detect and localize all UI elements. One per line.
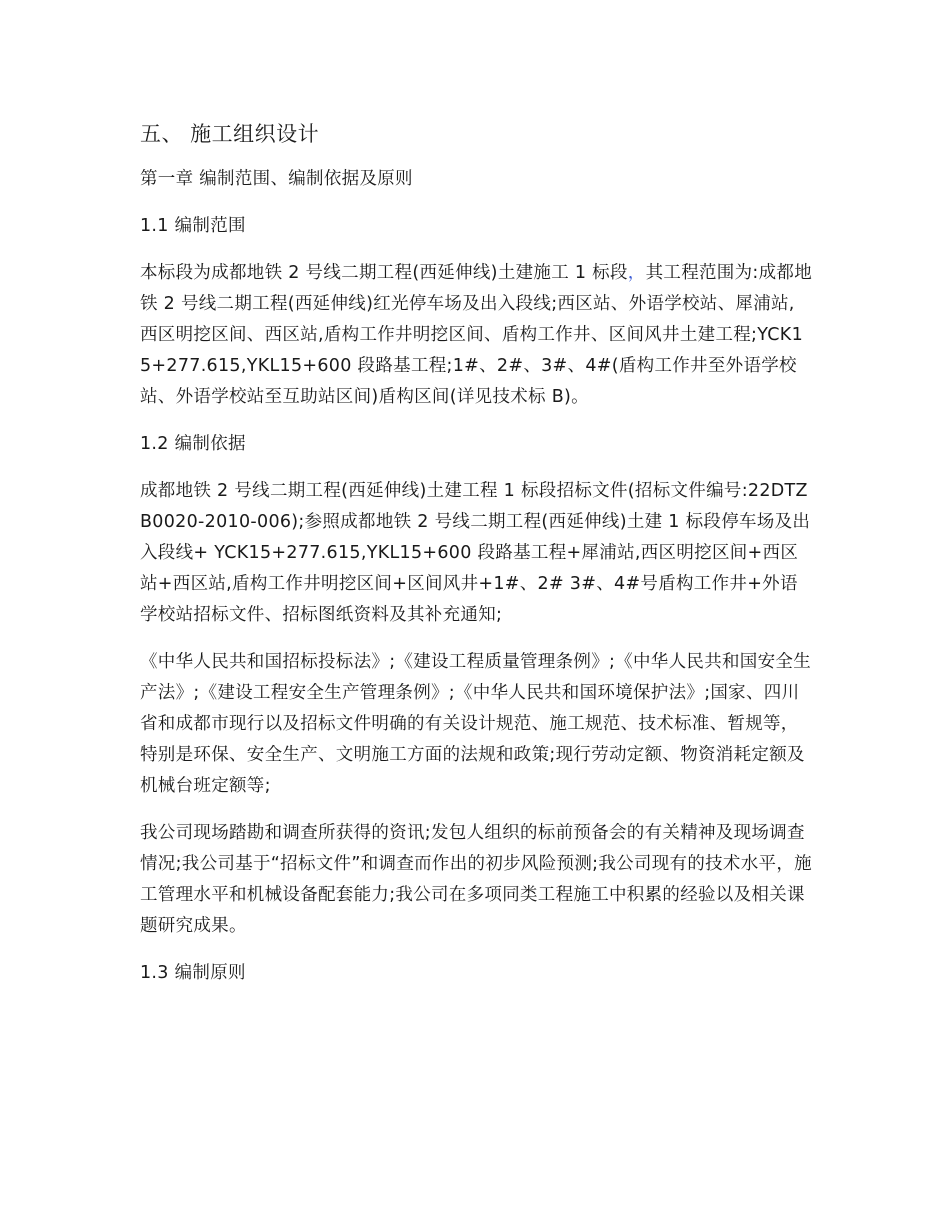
paragraph-basis-tender: 成都地铁 2 号线二期工程(西延伸线)土建工程 1 标段招标文件(招标文件编号:22DTZB0020-2010-006);参照成都地铁 2 号线二期工程(西延伸线)土建 1 标段停车场及出入段线+ YCK15+277.615,YKL15+600 段路基工程+犀浦站,西区明挖区间+西区站+西区站,盾构工作井明挖区间+区间风井+1#、2# 3#、4#号盾构工作井+外语学校站招标文件、招标图纸资料及其补充通知; [140, 481, 811, 625]
section-heading-1-2: 1.2 编制依据 [140, 434, 246, 454]
paragraph-scope [140, 258, 812, 413]
highlighted-comma: ， [627, 263, 646, 283]
section-heading-1-1: 1.1 编制范围 [140, 216, 246, 236]
paragraph-basis-laws: 《中华人民共和国招标投标法》;《建设工程质量管理条例》;《中华人民共和国安全生产法》;《建设工程安全生产管理条例》;《中华人民共和国环境保护法》;国家、四川省和成都市现行以及招标文件明确的有关设计规范、施工规范、技术标准、暂规等，特别是环保、安全生产、文明施工方面的法规和政策;现行劳动定额、物资消耗定额及机械台班定额等; [140, 652, 811, 796]
chapter-heading: 第一章 编制范围、编制依据及原则 [140, 169, 413, 189]
document-title: 五、 施工组织设计 [140, 122, 320, 146]
paragraph-scope-part-b: 其工程范围为:成都地铁 2 号线二期工程(西延伸线)红光停车场及出入段线;西区站、外语学校站、犀浦站,西区明挖区间、西区站,盾构工作井明挖区间、盾构工作井、区间风井土建工程;YCK15+277.615,YKL15+600 段路基工程;1#、2#、3#、4#(盾构工作井至外语学校站、外语学校站至互助站区间)盾构区间(详见技术标 B)。 [140, 263, 812, 407]
paragraph-scope-part-a: 本标段为成都地铁 2 号线二期工程(西延伸线)土建施工 1 标段 [140, 263, 628, 283]
section-heading-1-3: 1.3 编制原则 [140, 963, 246, 983]
document-page [140, 118, 812, 1005]
paragraph-basis-company: 我公司现场踏勘和调查所获得的资讯;发包人组织的标前预备会的有关精神及现场调查情况;我公司基于“招标文件”和调查而作出的初步风险预测;我公司现有的技术水平，施工管理水平和机械设备配套能力;我公司在多项同类工程施工中积累的经验以及相关课题研究成果。 [140, 823, 812, 936]
